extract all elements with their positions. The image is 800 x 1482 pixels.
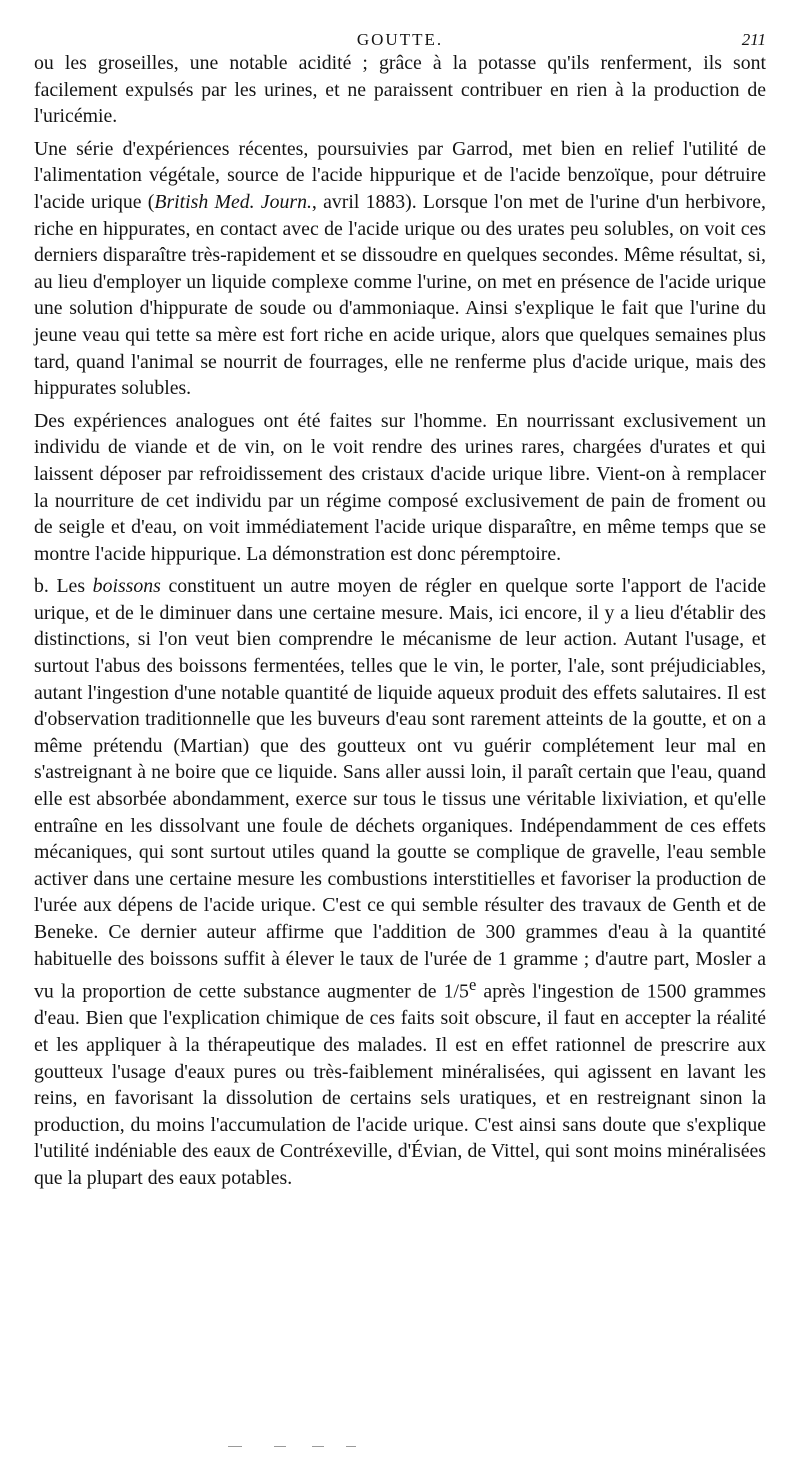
running-head: [34, 0, 766, 50]
text-run: Une série d'expériences récentes, poursuivies par Garrod, met bien en relief l'utilité de l'alimentation végétale, source de l'acide hippurique et de l'acide benzoïque, pour détruire l'acide urique (: [34, 137, 766, 213]
page-number: 211: [741, 30, 766, 49]
paragraph: [34, 573, 766, 1191]
footer-printer-marks: [228, 1446, 358, 1448]
paragraph: [34, 136, 766, 402]
text-run: ou les groseilles, une notable acidité ; grâce à la potasse qu'ils renferment, ils sont facilement expulsés par les urines, et ne paraissent contribuer en rien à la production de l'uricémie.: [34, 52, 766, 128]
text-run: , avril 1883). Lorsque l'on met de l'urine d'un herbivore, riche en hippurates, en contact avec de l'acide urique ou des urates peu solubles, on voit ces derniers disparaître très-rapidement et se dissoudre en quelques secondes. Même résultat, si, au lieu d'employer un liquide complexe comme l'urine, on met en présence de l'acide urique une solution d'hippurate de soude ou d'ammoniaque. Ainsi s'explique le fait que l'urine du jeune veau qui tette sa mère est fort riche en acide urique, alors que quelques semaines plus tard, quand l'animal se nourrit de fourrages, elle ne renferme plus d'acide urique, mais des hippurates solubles.: [34, 190, 766, 400]
footer-mark: [312, 1446, 324, 1447]
text-run: Des expériences analogues ont été faites sur l'homme. En nourrissant exclusivement un individu de viande et de vin, on le voit rendre des urines rares, chargées d'urates et qui laissent déposer par refroidissement des cristaux d'acide urique libre. Vient-on à remplacer la nourriture de cet individu par un régime composé exclusivement de pain de froment ou de seigle et d'eau, on voit immédiatement l'acide urique disparaître, en même temps que se montre l'acide hippurique. La démonstration est donc péremptoire.: [34, 409, 766, 565]
superscript-text: e: [468, 975, 477, 995]
footer-mark: [228, 1446, 242, 1447]
footer-mark: [274, 1446, 286, 1447]
paragraph: [34, 408, 766, 568]
italic-text: boissons: [92, 575, 161, 598]
running-head-title: GOUTTE.: [356, 30, 444, 49]
page: [34, 0, 766, 1192]
italic-text: British Med. Journ.: [154, 190, 312, 213]
footer-mark: [346, 1446, 356, 1447]
paragraph: [34, 50, 766, 130]
body-text: [34, 50, 766, 1192]
text-run: b. Les: [34, 575, 93, 598]
text-run: après l'ingestion de 1500 grammes d'eau. Bien que l'explication chimique de ces faits soit obscure, il faut en accepter la réalité et les appliquer à la thérapeutique des malades. Il est en effet rationnel de prescrire aux goutteux l'usage d'eaux pures ou très-faiblement minéralisées, qui agissent en lavant les reins, en favorisant la dissolution de certains sels uratiques, et en restreignant sinon la production, du moins l'accumulation de l'acide urique. C'est ainsi sans doute que s'explique l'utilité indéniable des eaux de Contréxeville, d'Évian, de Vittel, qui sont moins minéralisées que la plupart des eaux potables.: [34, 980, 766, 1189]
text-run: constituent un autre moyen de régler en quelque sorte l'apport de l'acide urique, et de le diminuer dans une certaine mesure. Mais, ici encore, il y a lieu d'établir des distinctions, si l'on veut bien comprendre le mécanisme de leur action. Autant l'usage, et surtout l'abus des boissons fermentées, telles que le vin, le porter, l'ale, sont préjudiciables, autant l'ingestion d'une notable quantité de liquide aqueux produit des effets salutaires. Il est d'observation traditionnelle que les buveurs d'eau sont rarement atteints de la goutte, et on a même prétendu (Martian) que des goutteux ont vu guérir complétement leur mal en s'astreignant à ne boire que ce liquide. Sans aller aussi loin, il paraît certain que l'eau, quand elle est absorbée abondamment, exerce sur tous le tissus une véritable lixiviation, et qu'elle entraîne en les dissolvant une foule de déchets organiques. Indépendamment de ces effets mécaniques, qui sont surtout utiles quand la goutte se complique de gravelle, l'eau semble activer dans une certaine mesure les combustions interstitielles et favoriser la production de l'urée aux dépens de l'acide urique. C'est ce qui semble résulter des travaux de Genth et de Beneke. Ce dernier auteur affirme que l'addition de 300 grammes d'eau à la quantité habituelle des boissons suffit à élever le taux de l'urée de 1 gramme ; d'autre part, Mosler a vu la proportion de cette substance augmenter de 1/5: [34, 575, 766, 1003]
